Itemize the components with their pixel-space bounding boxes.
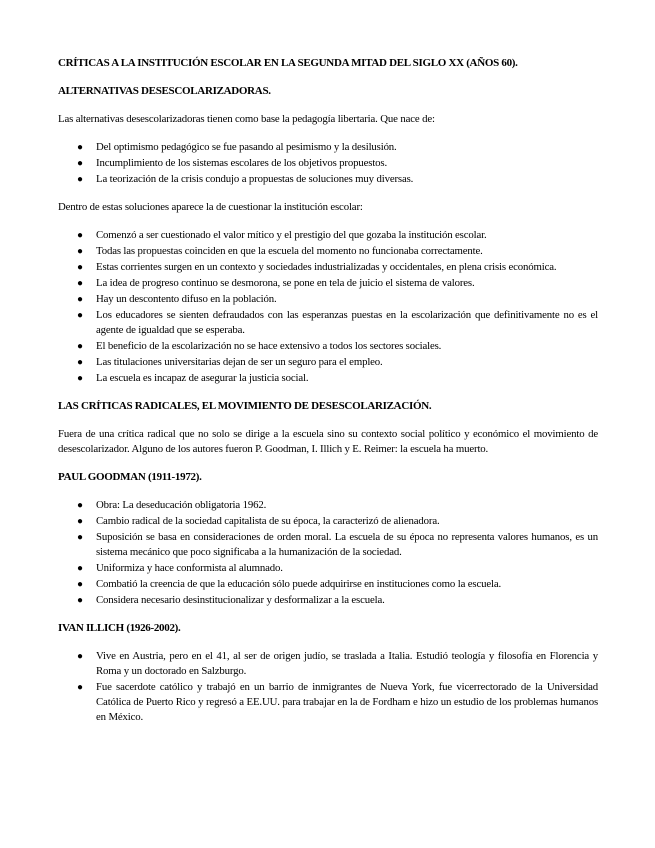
section-heading-illich: IVAN ILLICH (1926-2002). bbox=[58, 622, 181, 634]
section-intro-paragraph: Las alternativas desescolarizadoras tienen como base la pedagogía libertaria. Que nace de: bbox=[58, 113, 435, 125]
bullet-icon: ● bbox=[77, 246, 83, 257]
bullet-icon: ● bbox=[77, 310, 83, 321]
bullet-icon: ● bbox=[77, 158, 83, 169]
list-item: ● Del optimismo pedagógico se fue pasando al pesimismo y la desilusión. bbox=[77, 141, 397, 153]
bullet-icon: ● bbox=[77, 579, 83, 590]
section-heading-alternativas: ALTERNATIVAS DESESCOLARIZADORAS. bbox=[58, 85, 271, 97]
bullet-icon: ● bbox=[77, 278, 83, 289]
list-item: ● Incumplimiento de los sistemas escolares de los objetivos propuestos. bbox=[77, 157, 388, 169]
list-item: ● Todas las propuestas coinciden en que la escuela del momento no funcionaba correctamente. bbox=[77, 245, 483, 257]
list-item: ● Hay un descontento difuso en la población. bbox=[77, 293, 277, 305]
bullet-icon: ● bbox=[77, 595, 83, 606]
bullet-icon: ● bbox=[77, 262, 83, 273]
list-item: ● Considera necesario desinstitucionalizar y desformalizar a la escuela. bbox=[77, 594, 385, 606]
bullet-icon: ● bbox=[77, 357, 83, 368]
bullet-list-goodman bbox=[58, 498, 598, 608]
list-item: ● Fue sacerdote católico y trabajó en un barrio de inmigrantes de Nueva York, fue vicerrectorado de la Universidad Católica de Puerto Rico y regresó a EE.UU. para trabajar en la de Fordham e hizo un estudio de los problemas humanos en México. bbox=[77, 681, 598, 723]
list-item: ● Combatió la creencia de que la educación sólo puede adquirirse en instituciones como la escuela. bbox=[77, 578, 502, 590]
list-item: ● Obra: La deseducación obligatoria 1962. bbox=[77, 499, 267, 511]
bullet-icon: ● bbox=[77, 373, 83, 384]
bullet-icon: ● bbox=[77, 682, 83, 693]
section-heading-criticas-radicales: LAS CRÍTICAS RADICALES, EL MOVIMIENTO DE DESESCOLARIZACIÓN. bbox=[58, 400, 432, 412]
document-page bbox=[58, 56, 598, 738]
list-item: ● Suposición se basa en consideraciones de orden moral. La escuela de su época no representa valores humanos, es un sistema mecánico que poco significaba a la humanización de la sociedad. bbox=[77, 531, 598, 558]
document-title: CRÍTICAS A LA INSTITUCIÓN ESCOLAR EN LA SEGUNDA MITAD DEL SIGLO XX (AÑOS 60). bbox=[58, 57, 518, 69]
list-item: ● Estas corrientes surgen en un contexto y sociedades industrializadas y occidentales, en plena crisis económica. bbox=[77, 261, 557, 273]
list-item: ● Los educadores se sienten defraudados con las esperanzas puestas en la escolarización que definitivamente no es el agente de igualdad que se esperaba. bbox=[77, 309, 598, 336]
bullet-icon: ● bbox=[77, 230, 83, 241]
list-item: ● Comenzó a ser cuestionado el valor mítico y el prestigio del que gozaba la institución escolar. bbox=[77, 229, 487, 241]
bullet-list-solutions bbox=[58, 228, 598, 386]
section-heading-goodman: PAUL GOODMAN (1911-1972). bbox=[58, 471, 202, 483]
list-item: ● El beneficio de la escolarización no se hace extensivo a todos los sectores sociales. bbox=[77, 340, 442, 352]
bullet-icon: ● bbox=[77, 174, 83, 185]
bullet-icon: ● bbox=[77, 651, 83, 662]
list-item: ● Uniformiza y hace conformista al alumnado. bbox=[77, 562, 283, 574]
bullet-icon: ● bbox=[77, 142, 83, 153]
list-item: ● La escuela es incapaz de asegurar la justicia social. bbox=[77, 372, 309, 384]
list-item: ● Cambio radical de la sociedad capitalista de su época, la caracterizó de alienadora. bbox=[77, 515, 440, 527]
bullet-list-illich bbox=[58, 649, 598, 725]
list-item: ● Las titulaciones universitarias dejan de ser un seguro para el empleo. bbox=[77, 356, 383, 368]
bullet-icon: ● bbox=[77, 563, 83, 574]
list-item: ● La idea de progreso continuo se desmorona, se pone en tela de juicio el sistema de valores. bbox=[77, 277, 475, 289]
bullet-icon: ● bbox=[77, 516, 83, 527]
list-item: ● Vive en Austria, pero en el 41, al ser de origen judío, se traslada a Italia. Estudió teología y filosofía en Florencia y Roma y un doctorado en Salzburgo. bbox=[77, 650, 598, 677]
bullet-list-origins bbox=[58, 140, 598, 187]
bullet-icon: ● bbox=[77, 500, 83, 511]
bullet-icon: ● bbox=[77, 341, 83, 352]
list-item: ● La teorización de la crisis condujo a propuestas de soluciones muy diversas. bbox=[77, 173, 414, 185]
bullet-icon: ● bbox=[77, 294, 83, 305]
solutions-intro-paragraph: Dentro de estas soluciones aparece la de cuestionar la institución escolar: bbox=[58, 201, 363, 213]
radical-critique-paragraph: Fuera de una crítica radical que no solo se dirige a la escuela sino su contexto social político y económico el movimiento de desescolarizador. Alguno de los autores fueron P. Goodman, I. Illich y E. Reimer: la escuela ha muerto. bbox=[58, 428, 598, 455]
bullet-icon: ● bbox=[77, 532, 83, 543]
